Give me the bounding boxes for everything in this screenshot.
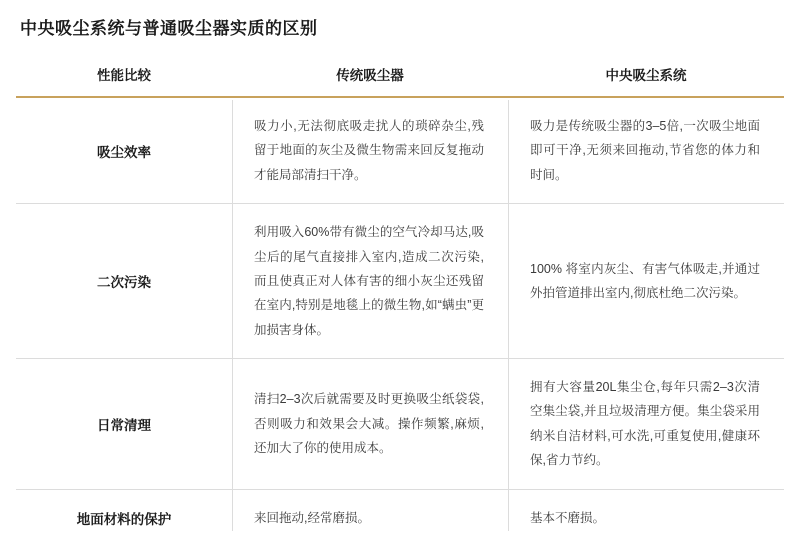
row-cell-central: 拥有大容量20L集尘仓,每年只需2–3次清空集尘袋,并且垃圾清理方便。集尘袋采用纳米自洁材料,可水洗,可重复使用,健康环保,省力节约。 (508, 359, 784, 490)
table-row (16, 97, 784, 204)
row-label: 日常清理 (16, 359, 232, 490)
column-header-criteria: 性能比较 (16, 54, 232, 97)
row-label: 吸尘效率 (16, 97, 232, 204)
row-cell-central: 吸力是传统吸尘器的3–5倍,一次吸尘地面即可干净,无须来回拖动,节省您的体力和时间。 (508, 97, 784, 204)
row-cell-central: 基本不磨损。 (530, 510, 606, 525)
column-header-traditional: 传统吸尘器 (232, 54, 508, 97)
page-title: 中央吸尘系统与普通吸尘器实质的区别 (20, 19, 318, 38)
table-body (16, 97, 784, 546)
column-header-central: 中央吸尘系统 (508, 54, 784, 97)
row-label: 二次污染 (16, 204, 232, 359)
table-row (16, 489, 784, 546)
row-cell-traditional: 利用吸入60%带有微尘的空气冷却马达,吸尘后的尾气直接排入室内,造成二次污染,而且使真正对人体有害的细小灰尘还残留在室内,特别是地毯上的微生物,如“螨虫”更加损害身体。 (232, 204, 508, 359)
row-label: 地面材料的保护 (76, 511, 172, 527)
row-cell-traditional: 来回拖动,经常磨损。 (254, 510, 370, 525)
table-header-row (16, 54, 784, 97)
table-row (16, 359, 784, 490)
table-row (16, 204, 784, 359)
row-cell-traditional: 吸力小,无法彻底吸走扰人的琐碎杂尘,残留于地面的灰尘及微生物需来回反复拖动才能局部清扫干净。 (232, 97, 508, 204)
comparison-table (16, 54, 784, 546)
row-cell-central: 100% 将室内灰尘、有害气体吸走,并通过外拍管道排出室内,彻底杜绝二次污染。 (508, 204, 784, 359)
row-cell-traditional: 清扫2–3次后就需要及时更换吸尘纸袋袋,否则吸力和效果会大减。操作频繁,麻烦,还加大了你的使用成本。 (232, 359, 508, 490)
table-header (16, 54, 784, 97)
